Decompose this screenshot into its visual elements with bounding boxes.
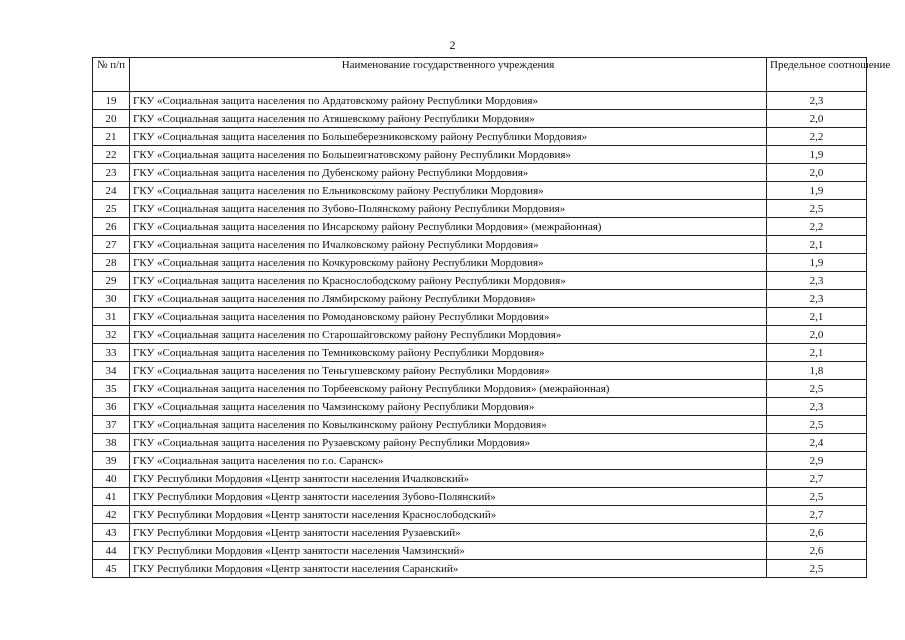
- table-row: [93, 272, 867, 290]
- header-institution-name: Наименование государственного учреждения: [130, 58, 767, 92]
- limit-ratio: 2,7: [767, 506, 867, 524]
- header-number: № п/п: [93, 58, 130, 92]
- table-row: [93, 290, 867, 308]
- table-row: [93, 416, 867, 434]
- institution-name: ГКУ «Социальная защита населения по Ардатовскому району Республики Мордовия»: [130, 92, 767, 110]
- table-row: [93, 344, 867, 362]
- limit-ratio: 2,6: [767, 542, 867, 560]
- row-number: 28: [93, 254, 130, 272]
- limit-ratio: 2,1: [767, 236, 867, 254]
- institution-name: ГКУ «Социальная защита населения по Ромодановскому району Республики Мордовия»: [130, 308, 767, 326]
- institution-name: ГКУ Республики Мордовия «Центр занятости населения Рузаевский»: [130, 524, 767, 542]
- table-header: [93, 58, 891, 92]
- table-row: [93, 506, 867, 524]
- institution-name: ГКУ «Социальная защита населения по Зубово-Полянскому району Республики Мордовия»: [130, 200, 767, 218]
- institution-name: ГКУ «Социальная защита населения по Атяшевскому району Республики Мордовия»: [130, 110, 767, 128]
- row-number: 32: [93, 326, 130, 344]
- row-number: 20: [93, 110, 130, 128]
- limit-ratio: 2,5: [767, 200, 867, 218]
- table-row: [93, 434, 867, 452]
- institution-name: ГКУ «Социальная защита населения по Краснослободскому району Республики Мордовия»: [130, 272, 767, 290]
- table-body: [93, 92, 867, 578]
- row-number: 38: [93, 434, 130, 452]
- row-number: 23: [93, 164, 130, 182]
- row-number: 25: [93, 200, 130, 218]
- limit-ratio: 2,3: [767, 398, 867, 416]
- table-row: [93, 218, 867, 236]
- institution-name: ГКУ «Социальная защита населения по Торбеевскому району Республики Мордовия» (межрайонная): [130, 380, 767, 398]
- institution-name: ГКУ «Социальная защита населения по Темниковскому району Республики Мордовия»: [130, 344, 767, 362]
- limit-ratio: 2,1: [767, 344, 867, 362]
- limit-ratio: 2,1: [767, 308, 867, 326]
- row-number: 36: [93, 398, 130, 416]
- table-row: [93, 398, 867, 416]
- institution-name: ГКУ «Социальная защита населения по Дубенскому району Республики Мордовия»: [130, 164, 767, 182]
- row-number: 45: [93, 560, 130, 578]
- institution-name: ГКУ «Социальная защита населения по Чамзинскому району Республики Мордовия»: [130, 398, 767, 416]
- table-row: [93, 146, 867, 164]
- table-row: [93, 452, 867, 470]
- limit-ratio: 2,6: [767, 524, 867, 542]
- limit-ratio: 1,8: [767, 362, 867, 380]
- institution-name: ГКУ Республики Мордовия «Центр занятости населения Краснослободский»: [130, 506, 767, 524]
- institution-name: ГКУ «Социальная защита населения по Теньгушевскому району Республики Мордовия»: [130, 362, 767, 380]
- row-number: 31: [93, 308, 130, 326]
- institution-name: ГКУ «Социальная защита населения по Старошайговскому району Республики Мордовия»: [130, 326, 767, 344]
- limit-ratio: 2,3: [767, 92, 867, 110]
- row-number: 37: [93, 416, 130, 434]
- limit-ratio: 1,9: [767, 182, 867, 200]
- institution-name: ГКУ «Социальная защита населения по Ельниковскому району Республики Мордовия»: [130, 182, 767, 200]
- table-row: [93, 200, 867, 218]
- row-number: 44: [93, 542, 130, 560]
- limit-ratio: 2,7: [767, 470, 867, 488]
- table-row: [93, 110, 867, 128]
- row-number: 33: [93, 344, 130, 362]
- table-row: [93, 524, 867, 542]
- table-row: [93, 470, 867, 488]
- table-row: [93, 308, 867, 326]
- limit-ratio: 2,0: [767, 326, 867, 344]
- table-row: [93, 164, 867, 182]
- row-number: 35: [93, 380, 130, 398]
- table-row: [93, 362, 867, 380]
- institution-name: ГКУ «Социальная защита населения по Инсарскому району Республики Мордовия» (межрайонная): [130, 218, 767, 236]
- table-row: [93, 236, 867, 254]
- institution-name: ГКУ «Социальная защита населения по Рузаевскому району Республики Мордовия»: [130, 434, 767, 452]
- limit-ratio: 2,3: [767, 290, 867, 308]
- institution-name: ГКУ «Социальная защита населения по Ковылкинскому району Республики Мордовия»: [130, 416, 767, 434]
- row-number: 26: [93, 218, 130, 236]
- limit-ratio: 1,9: [767, 146, 867, 164]
- limit-ratio: 2,5: [767, 416, 867, 434]
- header-limit-ratio: Предельное соотношение: [767, 58, 867, 92]
- institution-name: ГКУ Республики Мордовия «Центр занятости населения Чамзинский»: [130, 542, 767, 560]
- table-row: [93, 182, 867, 200]
- institution-name: ГКУ Республики Мордовия «Центр занятости населения Саранский»: [130, 560, 767, 578]
- page-number: 2: [449, 38, 456, 52]
- limit-ratio: 2,5: [767, 488, 867, 506]
- row-number: 19: [93, 92, 130, 110]
- table-row: [93, 326, 867, 344]
- limit-ratio: 2,0: [767, 110, 867, 128]
- institution-name: ГКУ «Социальная защита населения по Кочкуровскому району Республики Мордовия»: [130, 254, 767, 272]
- table-row: [93, 488, 867, 506]
- row-number: 29: [93, 272, 130, 290]
- row-number: 34: [93, 362, 130, 380]
- institution-name: ГКУ «Социальная защита населения по Большеигнатовскому району Республики Мордовия»: [130, 146, 767, 164]
- institutions-table: [92, 57, 891, 578]
- table-row: [93, 92, 867, 110]
- row-number: 41: [93, 488, 130, 506]
- row-number: 21: [93, 128, 130, 146]
- table-row: [93, 128, 867, 146]
- limit-ratio: 2,0: [767, 164, 867, 182]
- limit-ratio: 2,3: [767, 272, 867, 290]
- table-row: [93, 380, 867, 398]
- row-number: 22: [93, 146, 130, 164]
- row-number: 30: [93, 290, 130, 308]
- limit-ratio: 2,9: [767, 452, 867, 470]
- limit-ratio: 2,5: [767, 560, 867, 578]
- limit-ratio: 2,4: [767, 434, 867, 452]
- institution-name: ГКУ «Социальная защита населения по г.о. Саранск»: [130, 452, 767, 470]
- row-number: 42: [93, 506, 130, 524]
- institution-name: ГКУ Республики Мордовия «Центр занятости населения Ичалковский»: [130, 470, 767, 488]
- limit-ratio: 1,9: [767, 254, 867, 272]
- row-number: 39: [93, 452, 130, 470]
- row-number: 24: [93, 182, 130, 200]
- institution-name: ГКУ Республики Мордовия «Центр занятости населения Зубово-Полянский»: [130, 488, 767, 506]
- row-number: 40: [93, 470, 130, 488]
- limit-ratio: 2,2: [767, 218, 867, 236]
- table-row: [93, 542, 867, 560]
- limit-ratio: 2,2: [767, 128, 867, 146]
- limit-ratio: 2,5: [767, 380, 867, 398]
- row-number: 27: [93, 236, 130, 254]
- table-row: [93, 560, 867, 578]
- table-row: [93, 254, 867, 272]
- institution-name: ГКУ «Социальная защита населения по Лямбирскому району Республики Мордовия»: [130, 290, 767, 308]
- institution-name: ГКУ «Социальная защита населения по Ичалковскому району Республики Мордовия»: [130, 236, 767, 254]
- institution-name: ГКУ «Социальная защита населения по Большеберезниковскому району Республики Мордовия»: [130, 128, 767, 146]
- row-number: 43: [93, 524, 130, 542]
- header-row: [93, 58, 867, 92]
